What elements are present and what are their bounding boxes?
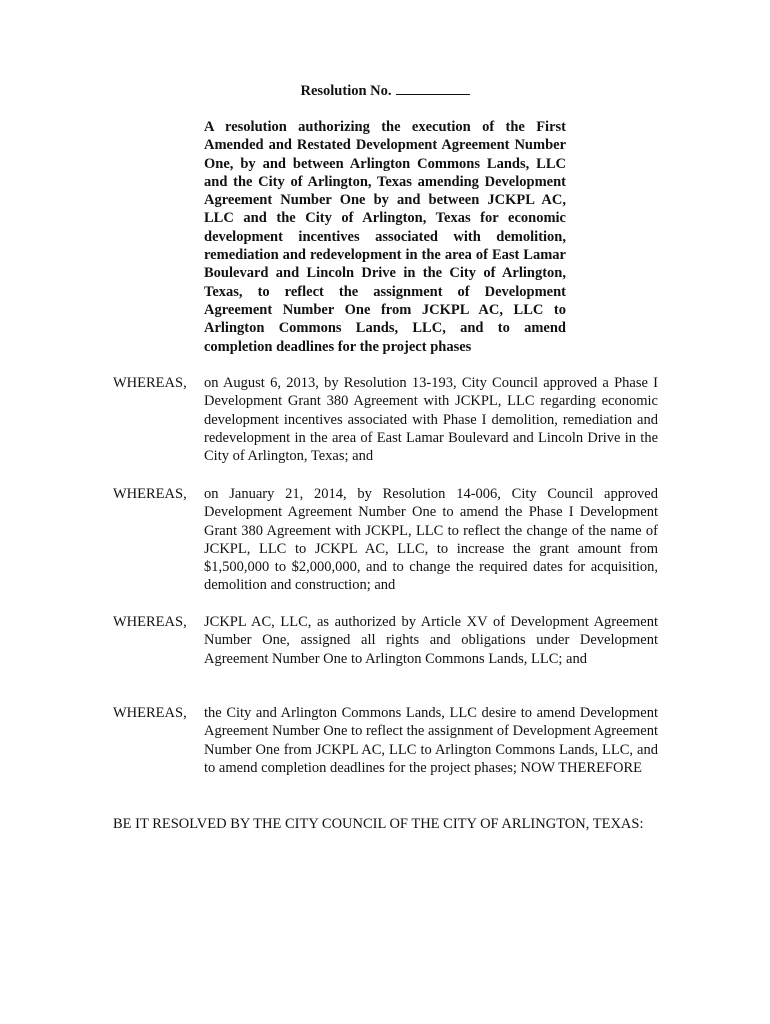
- whereas-clause-3: [113, 613, 658, 668]
- resolution-number-label: Resolution No.: [300, 83, 392, 99]
- whereas-clause-4: [113, 704, 658, 777]
- whereas-text: JCKPL AC, LLC, as authorized by Article XV of Development Agreement Number One, assigned all rights and obligations under Development Agreement Number One to Arlington Commons Lands, LLC; and: [204, 614, 658, 667]
- resolution-title: [0, 82, 770, 100]
- whereas-text: on August 6, 2013, by Resolution 13-193, City Council approved a Phase I Development Grant 380 Agreement with JCKPL, LLC regarding economic development incentives associated with Phase I demolition, remediation and redevelopment in the area of East Lamar Boulevard and Lincoln Drive in the City of Arlington, Texas; and: [204, 375, 658, 465]
- whereas-clause-2: [113, 485, 658, 595]
- whereas-clause-1: [113, 374, 658, 465]
- resolution-caption: A resolution authorizing the execution of the First Amended and Restated Development Agreement Number One, by and between Arlington Commons Lands, LLC and the City of Arlington, Texas amending Development Agreement Number One by and between JCKPL AC, LLC and the City of Arlington, Texas for economic development incentives associated with demolition, remediation and redevelopment in the area of East Lamar Boulevard and Lincoln Drive in the City of Arlington, Texas, to reflect the assignment of Development Agreement Number One from JCKPL AC, LLC to Arlington Commons Lands, LLC, and to amend completion deadlines for the project phases: [204, 119, 566, 355]
- resolution-number-blank: [396, 82, 470, 95]
- resolved-clause: BE IT RESOLVED BY THE CITY COUNCIL OF THE CITY OF ARLINGTON, TEXAS:: [113, 816, 644, 832]
- whereas-label: WHEREAS,: [113, 614, 187, 630]
- whereas-label: WHEREAS,: [113, 375, 187, 391]
- whereas-text: the City and Arlington Commons Lands, LLC desire to amend Development Agreement Number One to reflect the assignment of Development Agreement Number One from JCKPL AC, LLC to Arlington Commons Lands, LLC, and to amend completion deadlines for the project phases; NOW THEREFORE: [204, 705, 658, 776]
- whereas-text: on January 21, 2014, by Resolution 14-006, City Council approved Development Agreement Number One to amend the Phase I Development Grant 380 Agreement with JCKPL, LLC to reflect the change of the name of JCKPL, LLC to JCKPL AC, LLC, to increase the grant amount from $1,500,000 to $2,000,000, and to change the required dates for acquisition, demolition and construction; and: [204, 486, 658, 594]
- whereas-label: WHEREAS,: [113, 486, 187, 502]
- whereas-label: WHEREAS,: [113, 705, 187, 721]
